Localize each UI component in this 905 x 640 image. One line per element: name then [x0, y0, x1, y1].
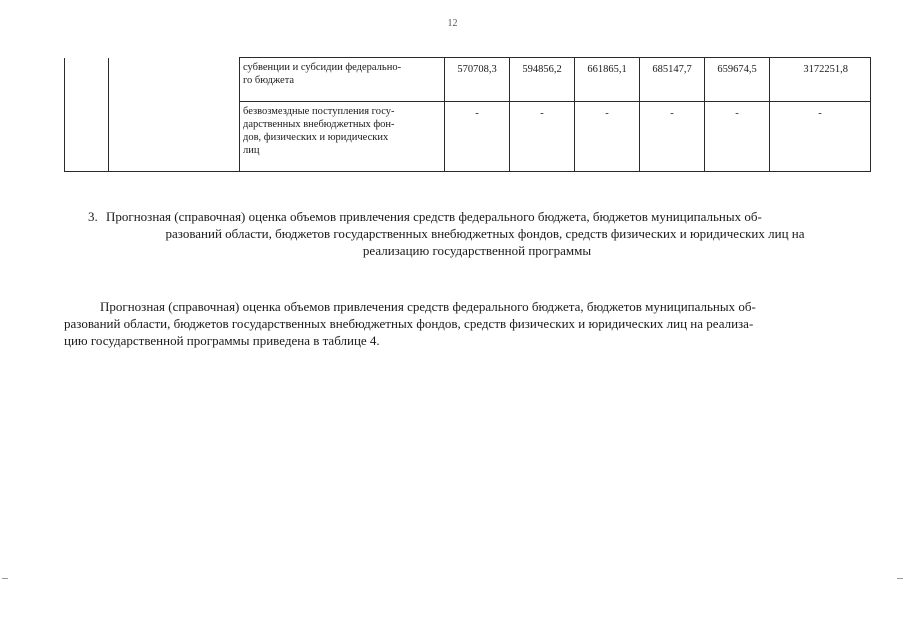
row-label-line: го бюджета [243, 75, 295, 86]
paragraph-line: разований области, бюджетов государственных внебюджетных фондов, средств физических и юридических лиц на реализа- [64, 316, 754, 331]
row-label-line: дарственных внебюджетных фон- [243, 119, 395, 130]
table-cell: - [575, 102, 640, 172]
page-number: 12 [447, 18, 458, 29]
table-cell: 661865,1 [575, 58, 640, 102]
table-cell-total: - [770, 102, 871, 172]
section-title-line: разований области, бюджетов государственных внебюджетных фондов, средств физических и юридических лиц на [165, 226, 805, 241]
row-label-line: субвенции и субсидии федерально- [243, 62, 402, 73]
row-label [240, 102, 445, 172]
row-label-line: безвозмездные поступления госу- [243, 106, 395, 117]
paragraph-line: цию государственной программы приведена в таблице 4. [64, 333, 380, 348]
table-row [65, 58, 871, 102]
section-title-line: Прогнозная (справочная) оценка объемов привлечения средств федерального бюджета, бюджетов муниципальных об- [106, 209, 762, 224]
section-number: 3. [88, 209, 98, 224]
row-label-line: дов, физических и юридических [243, 132, 389, 143]
table-cell: 659674,5 [705, 58, 770, 102]
table-cell: - [510, 102, 575, 172]
table-cell: 594856,2 [510, 58, 575, 102]
table-cell: - [640, 102, 705, 172]
table-cell: 570708,3 [445, 58, 510, 102]
table-cell-empty [109, 58, 240, 172]
table-cell: - [445, 102, 510, 172]
body-paragraph [64, 298, 874, 349]
section-title-line: реализацию государственной программы [362, 243, 592, 258]
section-heading [88, 208, 866, 259]
row-label-line: лиц [243, 145, 260, 156]
row-label [240, 58, 445, 102]
table-cell-total: 3172251,8 [770, 58, 871, 102]
funding-table [64, 57, 871, 172]
table-cell: 685147,7 [640, 58, 705, 102]
scan-mark [897, 578, 903, 579]
scan-mark [2, 578, 8, 579]
table-cell-empty [65, 58, 109, 172]
table-cell: - [705, 102, 770, 172]
paragraph-line: Прогнозная (справочная) оценка объемов привлечения средств федерального бюджета, бюджетов муниципальных об- [100, 299, 756, 314]
